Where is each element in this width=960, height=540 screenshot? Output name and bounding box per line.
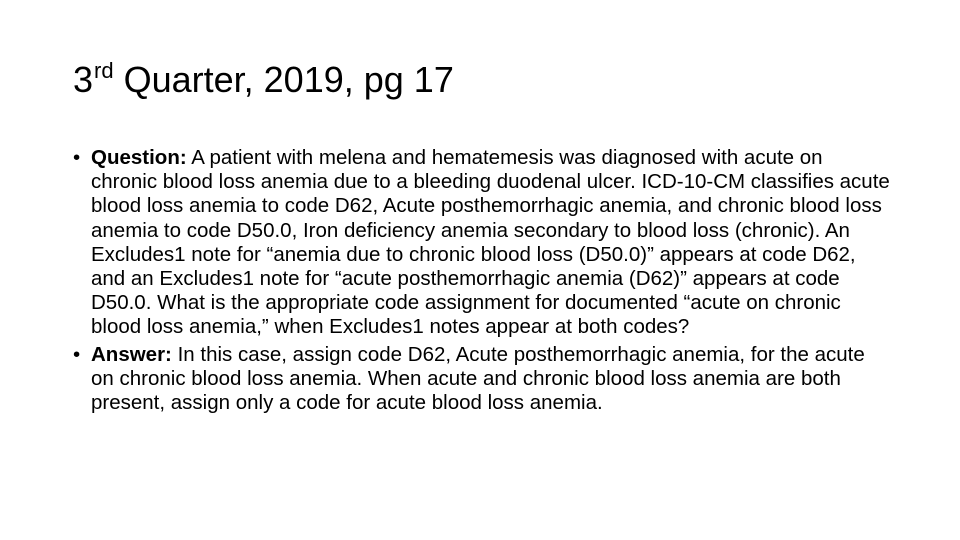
title-superscript: rd xyxy=(94,58,114,83)
bullet-dot: • xyxy=(73,146,81,169)
slide-title xyxy=(73,56,454,109)
question-label: Question: xyxy=(91,146,187,169)
bullet-dot: • xyxy=(73,342,81,366)
title-prefix: 3 xyxy=(73,59,94,100)
answer-text: In this case, assign code D62, Acute posthemorrhagic anemia, for the acute on chronic blood loss anemia. When acute and chronic blood loss anemia are both present, assign only a code for acute blood loss anemia. xyxy=(91,342,865,415)
title-rest: Quarter, 2019, pg 17 xyxy=(113,59,454,100)
bullet-answer xyxy=(73,343,893,416)
slide-body xyxy=(73,146,893,418)
answer-label: Answer: xyxy=(91,342,172,366)
bullet-question xyxy=(73,146,893,340)
question-text: A patient with melena and hematemesis was diagnosed with acute on chronic blood loss anemia due to a bleeding duodenal ulcer. ICD-10-CM classifies acute blood loss anemia to code D62, Acute posthemorrhagic anemia, and chronic blood loss anemia to code D50.0, Iron deficiency anemia secondary to blood loss (chronic). An Excludes1 note for “anemia due to chronic blood loss (D50.0)” appears at code D62, and an Excludes1 note for “acute posthemorrhagic anemia (D62)” appears at code D50.0. What is the appropriate code assignment for documented “acute on chronic blood loss anemia,” when Excludes1 notes appear at both codes? xyxy=(91,146,890,339)
